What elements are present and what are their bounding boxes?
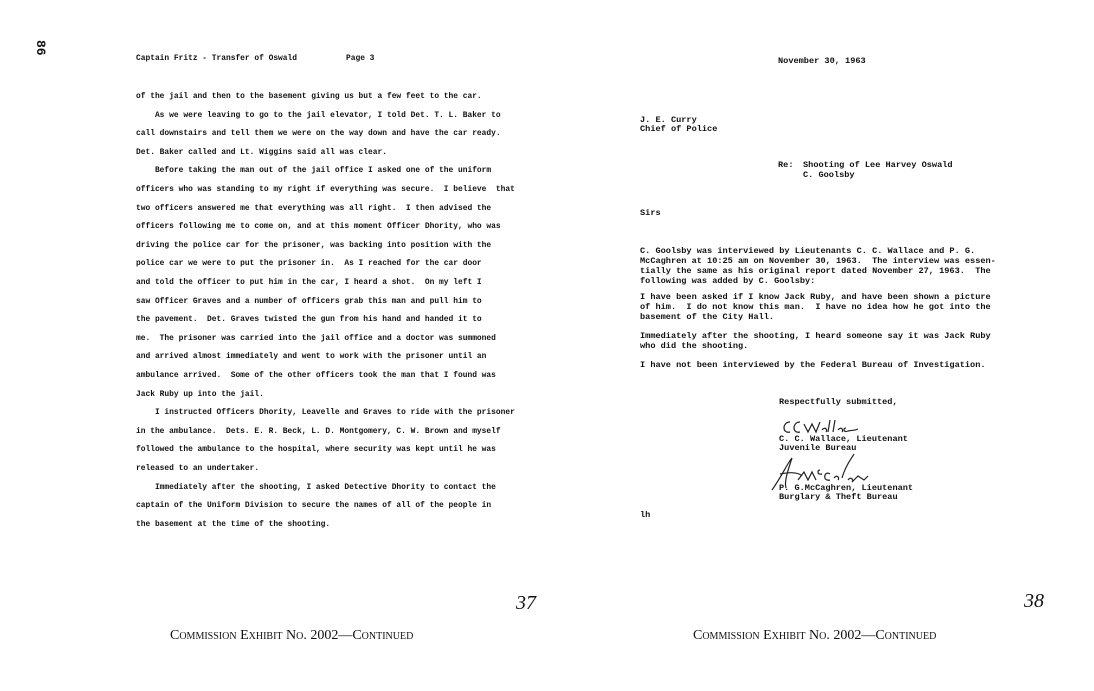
letter-date: November 30, 1963 [778, 56, 866, 66]
re-line-2: C. Goolsby [803, 170, 855, 180]
signer-1-unit: Juvenile Bureau [779, 443, 857, 453]
letter-paragraph: I have not been interviewed by the Federal Bureau of Investigation. [640, 360, 986, 370]
salutation: Sirs [640, 208, 661, 218]
body-line: released to an undertaker. [136, 464, 260, 473]
right-page-number: 38 [1024, 590, 1044, 612]
body-line: the basement at the time of the shooting. [136, 519, 331, 529]
body-line: Jack Ruby up into the jail. [136, 389, 264, 399]
body-line: driving the police car for the prisoner, was backing into position with the [136, 240, 492, 250]
letter-paragraph: C. Goolsby was interviewed by Lieutenants C. C. Wallace and P. G. McCaghren at 10:25 am on November 30, 1963. The interview was essen- tially the same as his original report dated November 27, 1963. The following was added by C. Goolsby: [640, 246, 996, 286]
typist-initials: lh [640, 510, 651, 520]
body-line: saw Officer Graves and a number of officers grab this man and pull him to [136, 296, 482, 306]
letter-paragraph: Immediately after the shooting, I heard someone say it was Jack Ruby who did the shooting. [640, 331, 991, 351]
body-line: Before taking the man out of the jail office I asked one of the uniform [136, 166, 492, 176]
body-line: two officers answered me that everything was all right. I then advised the [136, 203, 492, 213]
body-line: Immediately after the shooting, I asked Detective Dhority to contact the [136, 482, 496, 492]
closing: Respectfully submitted, [779, 397, 898, 407]
addressee-title: Chief of Police [640, 124, 718, 134]
body-line: call downstairs and tell them we were on the way down and have the car ready. [136, 129, 501, 139]
re-line-1: Shooting of Lee Harvey Oswald [803, 160, 953, 170]
body-line: officers following me to come on, and at this moment Officer Dhority, who was [136, 222, 501, 232]
left-header-title: Captain Fritz - Transfer of Oswald [136, 54, 297, 63]
body-line: me. The prisoner was carried into the jail office and a doctor was summoned [136, 333, 496, 343]
signer-2-unit: Burglary & Theft Bureau [779, 492, 898, 502]
body-line: followed the ambulance to the hospital, where security was kept until he was [136, 445, 496, 455]
signer-1-name: C. C. Wallace, Lieutenant [779, 434, 908, 444]
margin-number: 86 [33, 40, 48, 56]
body-line: in the ambulance. Dets. E. R. Beck, L. D. Montgomery, C. W. Brown and myself [136, 426, 501, 436]
body-line: captain of the Uniform Division to secure the names of all of the people in [136, 501, 492, 511]
body-line: As we were leaving to go to the jail elevator, I told Det. T. L. Baker to [136, 110, 501, 120]
body-line: of the jail and then to the basement giving us but a few feet to the car. [136, 92, 482, 101]
addressee-name: J. E. Curry [640, 115, 697, 125]
body-line: I instructed Officers Dhority, Leavelle and Graves to ride with the prisoner [136, 408, 515, 418]
right-footer: Commission Exhibit No. 2002—Continued [693, 628, 937, 643]
body-line: Det. Baker called and Lt. Wiggins said all was clear. [136, 147, 387, 157]
body-line: and told the officer to put him in the car, I heard a shot. On my left I [136, 278, 482, 287]
body-line: the pavement. Det. Graves twisted the gun from his hand and handed it to [136, 315, 482, 325]
left-header-page: Page 3 [346, 54, 375, 63]
body-line: and arrived almost immediately and went to work with the prisoner until an [136, 352, 487, 362]
body-line: ambulance arrived. Some of the other officers took the man that I found was [136, 371, 496, 380]
letter-paragraph: I have been asked if I know Jack Ruby, and have been shown a picture of him. I do not know this man. I have no idea how he got into the basement of the City Hall. [640, 292, 991, 322]
left-page-number: 37 [516, 592, 536, 614]
signer-2-name: P. G.McCaghren, Lieutenant [779, 483, 914, 493]
left-footer: Commission Exhibit No. 2002—Continued [170, 628, 414, 643]
re-label: Re: [778, 160, 794, 170]
body-line: officers who was standing to my right if everything was secure. I believe that [136, 185, 515, 194]
body-line: police car we were to put the prisoner in. As I reached for the car door [136, 259, 482, 269]
